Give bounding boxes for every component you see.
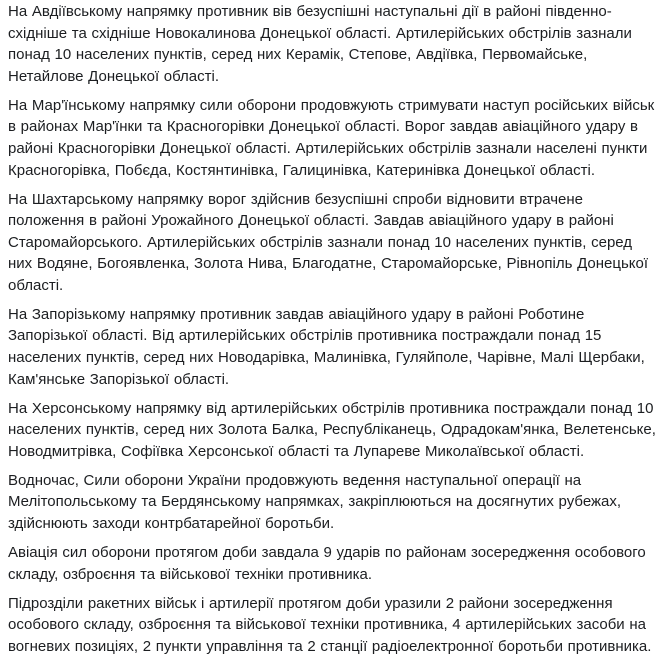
- paragraph-aviation: Авіація сил оборони протягом доби завдала 9 ударів по районам зосередження особового складу, озброєння та військової техніки противника.: [8, 544, 646, 583]
- paragraph-marinka: На Мар'їнському напрямку сили оборони продовжують стримувати наступ російських військ в районах Мар'їнки та Красногорівки Донецької області. Ворог завдав авіаційного удару в районі Красногорівки Донецької області. Артилерійських обстрілів зазнали населені пункти Красногорівка, Побєда, Костянтинівка, Галицинівка, Катеринівка Донецької області.: [8, 96, 655, 179]
- paragraph-zaporizhzhia: На Запорізькому напрямку противник завдав авіаційного удару в районі Роботине Запорізької області. Від артилерійських обстрілів противника постраждали понад 15 населених пунктів, серед них Новодарівка, Малинівка, Гуляйполе, Чарівне, Малі Щербаки, Кам'янське Запорізької області.: [8, 305, 645, 388]
- paragraph-shakhtarske: На Шахтарському напрямку ворог здійснив безуспішні спроби відновити втрачене положення в районі Урожайного Донецької області. Завдав авіаційного удару в районі Старомайорського. Артилерійських обстрілів зазнали понад 10 населених пунктів, серед них Водяне, Богоявленка, Золота Нива, Благодатне, Старомайорське, Рівнопіль Донецької області.: [8, 190, 649, 294]
- paragraph-kherson: На Херсонському напрямку від артилерійських обстрілів противника постраждали понад 10 населених пунктів, серед них Золота Балка, Республіканець, Одрадокам'янка, Велетенське, Новодмитрівка, Софіївка Херсонської області та Лупареве Миколаївської області.: [8, 399, 656, 460]
- paragraph-rocket-artillery: Підрозділи ракетних військ і артилерії протягом доби уразили 2 райони зосередження особового складу, озброєння та військової техніки противника, 4 артилерійських засоби на вогневих позиціях, 2 пункти управління та 2 станції радіоелектронної боротьби противника.: [8, 594, 652, 655]
- paragraph-offensive-operation: Водночас, Сили оборони України продовжують ведення наступальної операції на Мелітопольському та Бердянському напрямках, закріплюються на досягнутих рубежах, здійснюють заходи контрбатарейної боротьби.: [8, 471, 622, 533]
- paragraph-avdiivka: На Авдіївському напрямку противник вів безуспішні наступальні дії в районі південно-східніше та східніше Новокалинова Донецької області. Артилерійських обстрілів зазнали понад 10 населених пунктів, серед них Керамік, Степове, Авдіївка, Первомайське, Нетайлове Донецької області.: [8, 3, 632, 85]
